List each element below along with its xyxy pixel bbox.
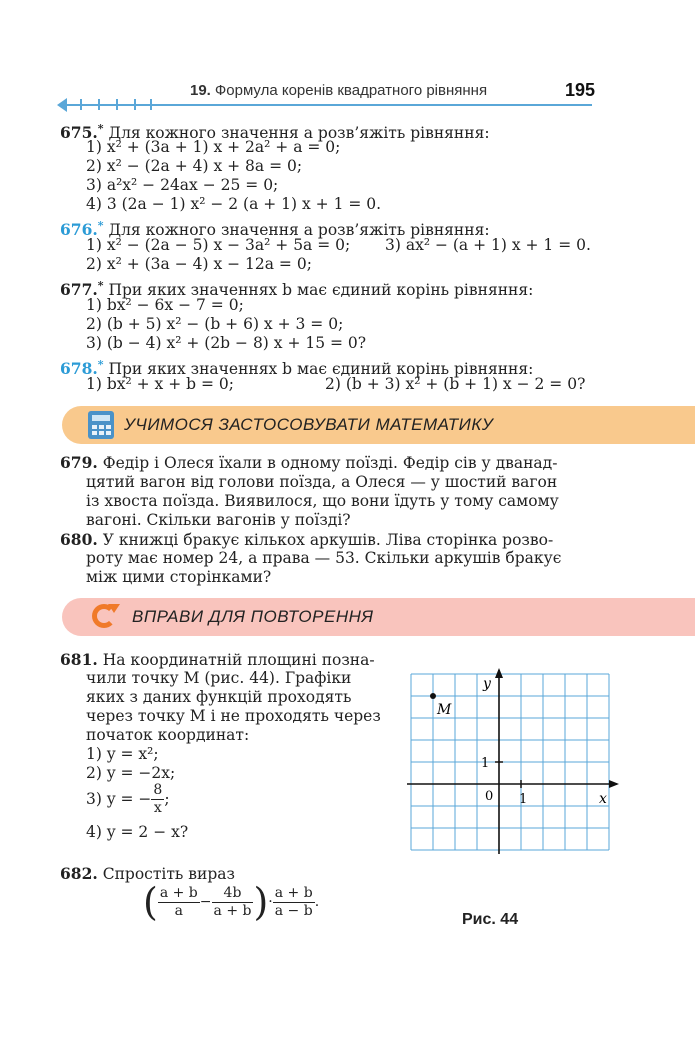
unit-y-label: 1 bbox=[481, 756, 490, 771]
problem-675-item: 2) x² − (2a + 4) x + 8a = 0; bbox=[86, 157, 303, 175]
section-title-review: ВПРАВИ ДЛЯ ПОВТОРЕННЯ bbox=[132, 607, 374, 626]
y-axis-arrow bbox=[495, 668, 503, 678]
running-header bbox=[190, 82, 487, 99]
figure-caption: Рис. 44 bbox=[462, 911, 519, 928]
problem-679-line: цятий вагон від голови поїзда, а Олеся — у шостий вагон bbox=[86, 473, 558, 491]
problem-681-line: початок координат: bbox=[86, 726, 250, 744]
problem-681-line: через точку M і не проходять через bbox=[86, 707, 381, 725]
problem-681-item-3: 3) y = − $\frac{8}{x}$ ; bbox=[86, 782, 170, 816]
problem-682-line: 682. Спростіть вираз bbox=[60, 864, 235, 883]
unit-x-label: 1 bbox=[519, 792, 528, 807]
section-title: Формула коренів квадратного рівняння bbox=[214, 82, 488, 99]
rule-tick bbox=[150, 99, 152, 110]
origin-label: 0 bbox=[485, 789, 494, 804]
problem-679-line: із хвоста поїзда. Виявилося, що вони їдуть у тому самому bbox=[86, 492, 559, 510]
problem-680-line: роту має номер 24, а права — 53. Скільки аркушів бракує bbox=[86, 549, 562, 567]
problem-678-item: 2) (b + 3) x² + (b + 1) x − 2 = 0? bbox=[325, 375, 586, 393]
point-M bbox=[430, 693, 436, 699]
problem-677-item: 1) bx² − 6x − 7 = 0; bbox=[86, 296, 244, 314]
section-title-apply-math: УЧИМОСЯ ЗАСТОСОВУВАТИ МАТЕМАТИКУ bbox=[124, 415, 494, 434]
problem-681-line: яких з даних функцій проходять bbox=[86, 688, 352, 706]
x-axis-arrow bbox=[609, 780, 619, 788]
problem-678-item: 1) bx² + x + b = 0; bbox=[86, 375, 234, 393]
problem-677-item: 2) (b + 5) x² − (b + 6) x + 3 = 0; bbox=[86, 315, 344, 333]
problem-675-item: 3) a²x² − 24ax − 25 = 0; bbox=[86, 176, 279, 194]
problem-676-heading: 676.* Для кожного значення a розв’яжіть рівняння: bbox=[60, 219, 490, 240]
problem-677-heading: 677.* При яких значеннях b має єдиний корінь рівняння: bbox=[60, 279, 534, 300]
problem-679-line: вагоні. Скільки вагонів у поїзді? bbox=[86, 511, 351, 529]
rule-tick bbox=[116, 99, 118, 110]
page-number: 195 bbox=[565, 80, 596, 100]
fraction: $\frac{a + b}{a - b}$ bbox=[274, 884, 313, 919]
problem-681-item: 4) y = 2 − x? bbox=[86, 823, 189, 841]
repeat-arrow-icon bbox=[108, 604, 120, 613]
problem-678-heading: 678.* При яких значеннях b має єдиний корінь рівняння: bbox=[60, 358, 534, 379]
problem-675-heading: 675.* Для кожного значення a розв’яжіть рівняння: bbox=[60, 122, 490, 143]
problem-676-item: 1) x² − (2a − 5) x − 3a² + 5a = 0; bbox=[86, 236, 351, 254]
problem-682-expression: ( $\frac{a + b}{a}$ − $\frac{4b}{a + b}$ )· $\frac{a + b}{a - b}$ . bbox=[143, 880, 320, 924]
problem-680-line: 680. У книжці бракує кількох аркушів. Ліва сторінка розво- bbox=[60, 530, 554, 549]
fraction: $\frac{a + b}{a}$ bbox=[159, 884, 198, 919]
rule-tick bbox=[98, 99, 100, 110]
problem-681-item: 1) y = x²; bbox=[86, 745, 159, 763]
problem-681-line: 681. На координатній площині позна- bbox=[60, 650, 375, 669]
problem-679-line: 679. Федір і Олеся їхали в одному поїзді. Федір сів у дванад- bbox=[60, 453, 558, 472]
x-axis-label: x bbox=[599, 791, 607, 807]
problem-675-item: 4) 3 (2a − 1) x² − 2 (a + 1) x + 1 = 0. bbox=[86, 195, 382, 213]
fraction-8-over-x: $\frac{8}{x}$ bbox=[153, 782, 163, 816]
grid bbox=[411, 674, 609, 850]
problem-676-item: 3) ax² − (a + 1) x + 1 = 0. bbox=[385, 236, 591, 254]
problem-681-line: чили точку M (рис. 44). Графіки bbox=[86, 669, 352, 687]
problem-675-item: 1) x² + (3a + 1) x + 2a² + a = 0; bbox=[86, 138, 341, 156]
calculator-icon bbox=[88, 411, 114, 439]
problem-680-line: між цими сторінками? bbox=[86, 568, 272, 586]
y-axis-label: y bbox=[483, 676, 491, 692]
header-rule bbox=[60, 104, 592, 106]
problem-681-item: 2) y = −2x; bbox=[86, 764, 176, 782]
point-M-label: M bbox=[437, 702, 452, 718]
section-number: 19. bbox=[190, 82, 211, 99]
header-arrow-icon bbox=[57, 98, 67, 112]
rule-tick bbox=[134, 99, 136, 110]
rule-tick bbox=[80, 99, 82, 110]
fraction: $\frac{4b}{a + b}$ bbox=[213, 884, 252, 919]
coordinate-plane-figure bbox=[405, 668, 605, 898]
problem-676-item: 2) x² + (3a − 4) x − 12a = 0; bbox=[86, 255, 312, 273]
problem-677-item: 3) (b − 4) x² + (2b − 8) x + 15 = 0? bbox=[86, 334, 367, 352]
